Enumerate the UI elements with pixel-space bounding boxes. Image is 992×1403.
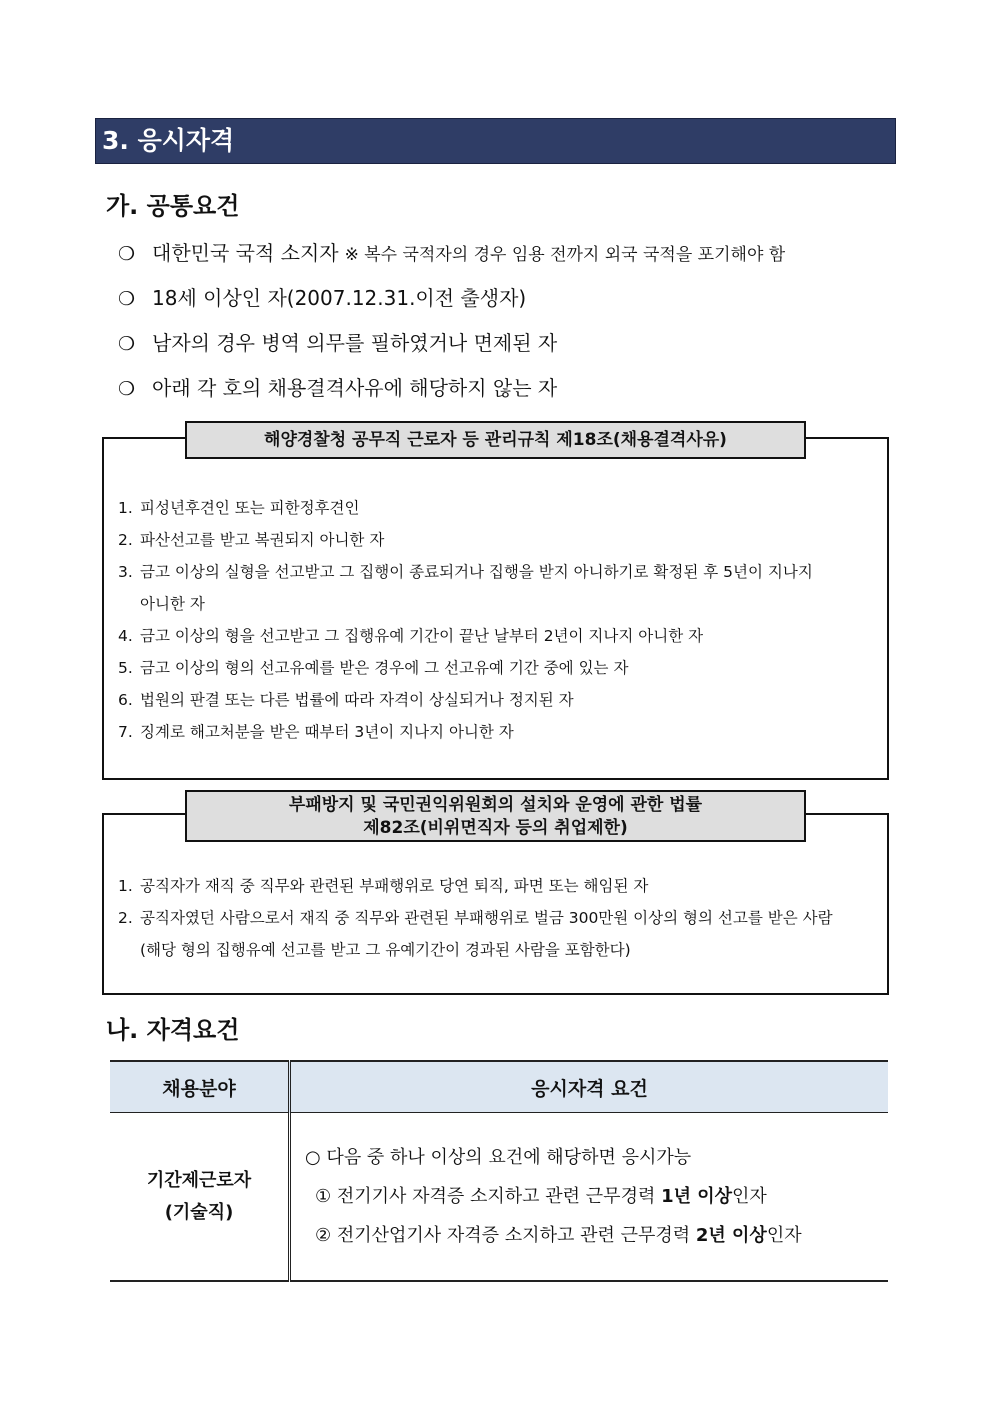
- table-row: [110, 1113, 888, 1282]
- dual-nationality-note: ※ 복수 국적자의 경우 임용 전까지 외국 국적을 포기해야 함: [344, 245, 786, 265]
- qualification-table: [110, 1060, 888, 1282]
- column-header-requirements: 응시자격 요건: [290, 1061, 889, 1113]
- field-type: (기술직): [164, 1201, 234, 1223]
- list-item-continuation: (해당 형의 집행유예 선고를 받고 그 유예기간이 경과된 사람을 포함한다): [140, 941, 631, 959]
- disqualification-rules-title: 해양경찰청 공무직 근로자 등 관리규칙 제18조(채용결격사유): [185, 421, 806, 459]
- bullet-circle-icon: ❍: [118, 243, 136, 265]
- list-item: 4. 금고 이상의 형을 선고받고 그 집행유예 기간이 끝난 날부터 2년이 지나지 아니한 자: [118, 627, 704, 645]
- common-item-disqualification: ❍ 아래 각 호의 채용결격사유에 해당하지 않는 자: [118, 376, 558, 400]
- list-item: 1. 피성년후견인 또는 피한정후견인: [118, 499, 360, 517]
- requirement-1: ① 전기기사 자격증 소지하고 관련 근무경력 1년 이상인자: [315, 1186, 767, 1207]
- field-name: 기간제근로자: [146, 1169, 252, 1191]
- bullet-circle-icon: ❍: [118, 333, 136, 355]
- bullet-circle-icon: ❍: [118, 378, 136, 400]
- field-cell: [110, 1113, 290, 1282]
- list-item: 5. 금고 이상의 형의 선고유예를 받은 경우에 그 선고유예 기간 중에 있는 자: [118, 659, 629, 677]
- requirements-cell: [290, 1113, 889, 1282]
- section-title-bar: [95, 118, 896, 164]
- column-header-field: 채용분야: [110, 1061, 290, 1113]
- common-item-military: ❍ 남자의 경우 병역 의무를 필하였거나 면제된 자: [118, 331, 558, 355]
- list-item-continuation: 아니한 자: [140, 595, 205, 613]
- bullet-circle-icon: ❍: [118, 288, 136, 310]
- table-header-row: [110, 1061, 888, 1113]
- list-item: 2. 공직자였던 사람으로서 재직 중 직무와 관련된 부패행위로 벌금 300만원 이상의 형의 선고를 받은 사람: [118, 909, 833, 927]
- employment-restriction-title-line1: 부패방지 및 국민권익위원회의 설치와 운영에 관한 법률: [288, 795, 703, 815]
- common-item-nationality: ❍ 대한민국 국적 소지자 ※ 복수 국적자의 경우 임용 전까지 외국 국적을 포기해야 함: [118, 241, 786, 265]
- common-requirements-heading: 가. 공통요건: [106, 192, 240, 220]
- disqualification-list: [118, 492, 813, 748]
- list-item: 3. 금고 이상의 실형을 선고받고 그 집행이 종료되거나 집행을 받지 아니하기로 확정된 후 5년이 지나지: [118, 563, 813, 581]
- circled-two-marker: ②: [315, 1225, 332, 1246]
- list-item: 6. 법원의 판결 또는 다른 법률에 따라 자격이 상실되거나 정지된 자: [118, 691, 574, 709]
- requirement-2: ② 전기산업기사 자격증 소지하고 관련 근무경력 2년 이상인자: [315, 1225, 802, 1246]
- employment-restriction-list: [118, 870, 833, 966]
- list-item: 7. 징계로 해고처분을 받은 때부터 3년이 지나지 아니한 자: [118, 723, 514, 741]
- employment-restriction-title: [185, 790, 806, 842]
- circled-one-marker: ①: [315, 1186, 332, 1207]
- qualification-heading: 나. 자격요건: [106, 1016, 240, 1044]
- requirements-intro: ○ 다음 중 하나 이상의 요건에 해당하면 응시가능: [305, 1147, 692, 1168]
- list-item: 1. 공직자가 재직 중 직무와 관련된 부패행위로 당연 퇴직, 파면 또는 해임된 자: [118, 877, 649, 895]
- section-title: 3. 응시자격: [102, 126, 235, 155]
- list-item: 2. 파산선고를 받고 복권되지 아니한 자: [118, 531, 385, 549]
- employment-restriction-title-line2: 제82조(비위면직자 등의 취업제한): [363, 818, 628, 838]
- common-item-age: ❍ 18세 이상인 자(2007.12.31.이전 출생자): [118, 286, 527, 310]
